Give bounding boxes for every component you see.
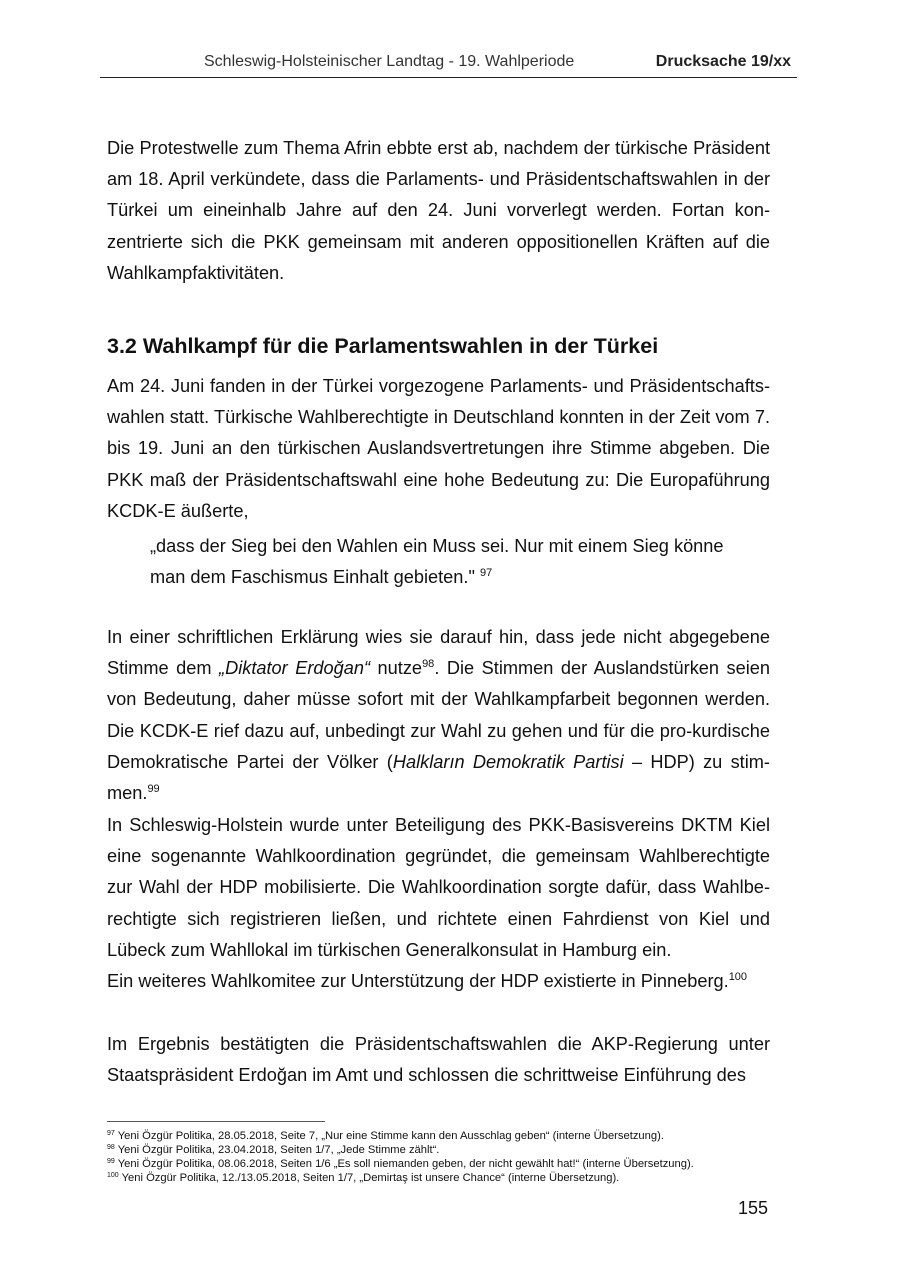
- para3-text-1: In einer schriftlichen Erklärung wies sie darauf hin, dass jede nicht abgegebene Stimme dem: [107, 627, 770, 679]
- block-quote: [150, 531, 750, 593]
- para3-text-4: – HDP) zu stimmen.: [107, 751, 770, 804]
- footnote-number: 99: [107, 1158, 115, 1165]
- italic-party-name: Halkların Demokratik Partisi: [392, 751, 624, 772]
- footnote-ref-97: 97: [479, 567, 493, 580]
- italic-diktator: „Diktator Erdoğan“: [219, 658, 371, 679]
- footnote-item: [107, 1143, 787, 1157]
- para5-text: Ein weiteres Wahlkomitee zur Unterstützung der HDP existierte in Pinneberg.: [107, 971, 729, 991]
- footnote-number: 97: [107, 1130, 115, 1137]
- footnote-item: [107, 1171, 787, 1185]
- para3-text-3: . Die Stimmen der Auslandstürken seien von Bedeutung, daher müsse sofort mit der Wahlkampfarbeit begonnen werden. Die KCDK-E rief dazu auf, unbedingt zur Wahl zu gehen und für die pro-kurdische Demokratische Partei der Völker (: [107, 658, 771, 772]
- footnote-text: Yeni Özgür Politika, 23.04.2018, Seiten 1/7, „Jede Stimme zählt“.: [117, 1144, 440, 1156]
- footnotes: [107, 1129, 787, 1185]
- paragraph-election-coordination: In Schleswig-Holstein wurde unter Beteiligung des PKK-Basisvereins DKTM Kiel eine sogenannte Wahlkoordination gegründet, die gemeinsam Wahlberechtigte zur Wahl der HDP mobilisierte. Die Wahlkoordination sorgte dafür, dass Wahlberechtigte sich registrieren ließen, und richtete einen Fahrdienst von Kiel und Lübeck zum Wahllokal im türkischen Generalkonsulat in Hamburg ein.: [107, 815, 770, 960]
- footnote-text: Yeni Özgür Politika, 12./13.05.2018, Seiten 1/7, „Demirtaş ist unsere Chance“ (interne Übersetzung).: [121, 1172, 620, 1184]
- quote-text: „dass der Sieg bei den Wahlen ein Muss sei. Nur mit einem Sieg könne man dem Faschismus Einhalt gebieten.": [150, 536, 724, 588]
- page-number: 155: [738, 1198, 769, 1218]
- footnote-ref-100: 100: [728, 971, 748, 983]
- header-title: Schleswig-Holsteinischer Landtag - 19. Wahlperiode: [204, 53, 575, 70]
- paragraph-pinneberg: [107, 966, 770, 997]
- paragraph-election-overview: Am 24. Juni fanden in der Türkei vorgezogene Parlaments- und Präsidentschaftswahlen statt. Türkische Wahlberechtigte in Deutschland konnten in der Zeit vom 7. bis 19. Juni an den türkischen Auslandsvertretungen ihre Stimme abgeben. Die PKK maß der Präsidentschaftswahl eine hohe Bedeutung zu: Die Europaführung KCDK-E äußerte,: [107, 376, 770, 521]
- footnote-number: 98: [107, 1144, 115, 1151]
- page-header: [100, 50, 797, 78]
- paragraph-afrin-protests: Die Protestwelle zum Thema Afrin ebbte erst ab, nachdem der türkische Präsident am 18. April verkündete, dass die Parlaments- und Präsidentschaftswahlen in der Türkei um eineinhalb Jahre auf den 24. Juni vorverlegt werden. Fortan konzentrierte sich die PKK gemeinsam mit anderen oppositionellen Kräften auf die Wahlkampfaktivitäten.: [107, 138, 770, 283]
- footnote-divider: [107, 1121, 325, 1122]
- paragraph-written-statement: [107, 622, 770, 809]
- footnote-ref-99: 99: [147, 783, 160, 796]
- footnote-text: Yeni Özgür Politika, 08.06.2018, Seiten 1/6 „Es soll niemanden geben, der nicht gewählt hat!“ (interne Übersetzung).: [117, 1158, 694, 1170]
- footnote-item: [107, 1157, 787, 1171]
- section-heading: 3.2 Wahlkampf für die Parlamentswahlen in der Türkei: [107, 334, 659, 358]
- footnote-number: 100: [107, 1172, 119, 1179]
- para3-text-2: nutze: [370, 658, 423, 679]
- footnote-item: [107, 1129, 787, 1143]
- footnote-text: Yeni Özgür Politika, 28.05.2018, Seite 7, „Nur eine Stimme kann den Ausschlag geben“ (interne Übersetzung).: [117, 1130, 664, 1142]
- paragraph-election-result: Im Ergebnis bestätigten die Präsidentschaftswahlen die AKP-Regierung unter Staatspräsident Erdoğan im Amt und schlossen die schrittweise Einführung des: [107, 1034, 770, 1086]
- footnote-ref-98: 98: [422, 658, 435, 671]
- document-number: Drucksache 19/xx: [655, 53, 791, 70]
